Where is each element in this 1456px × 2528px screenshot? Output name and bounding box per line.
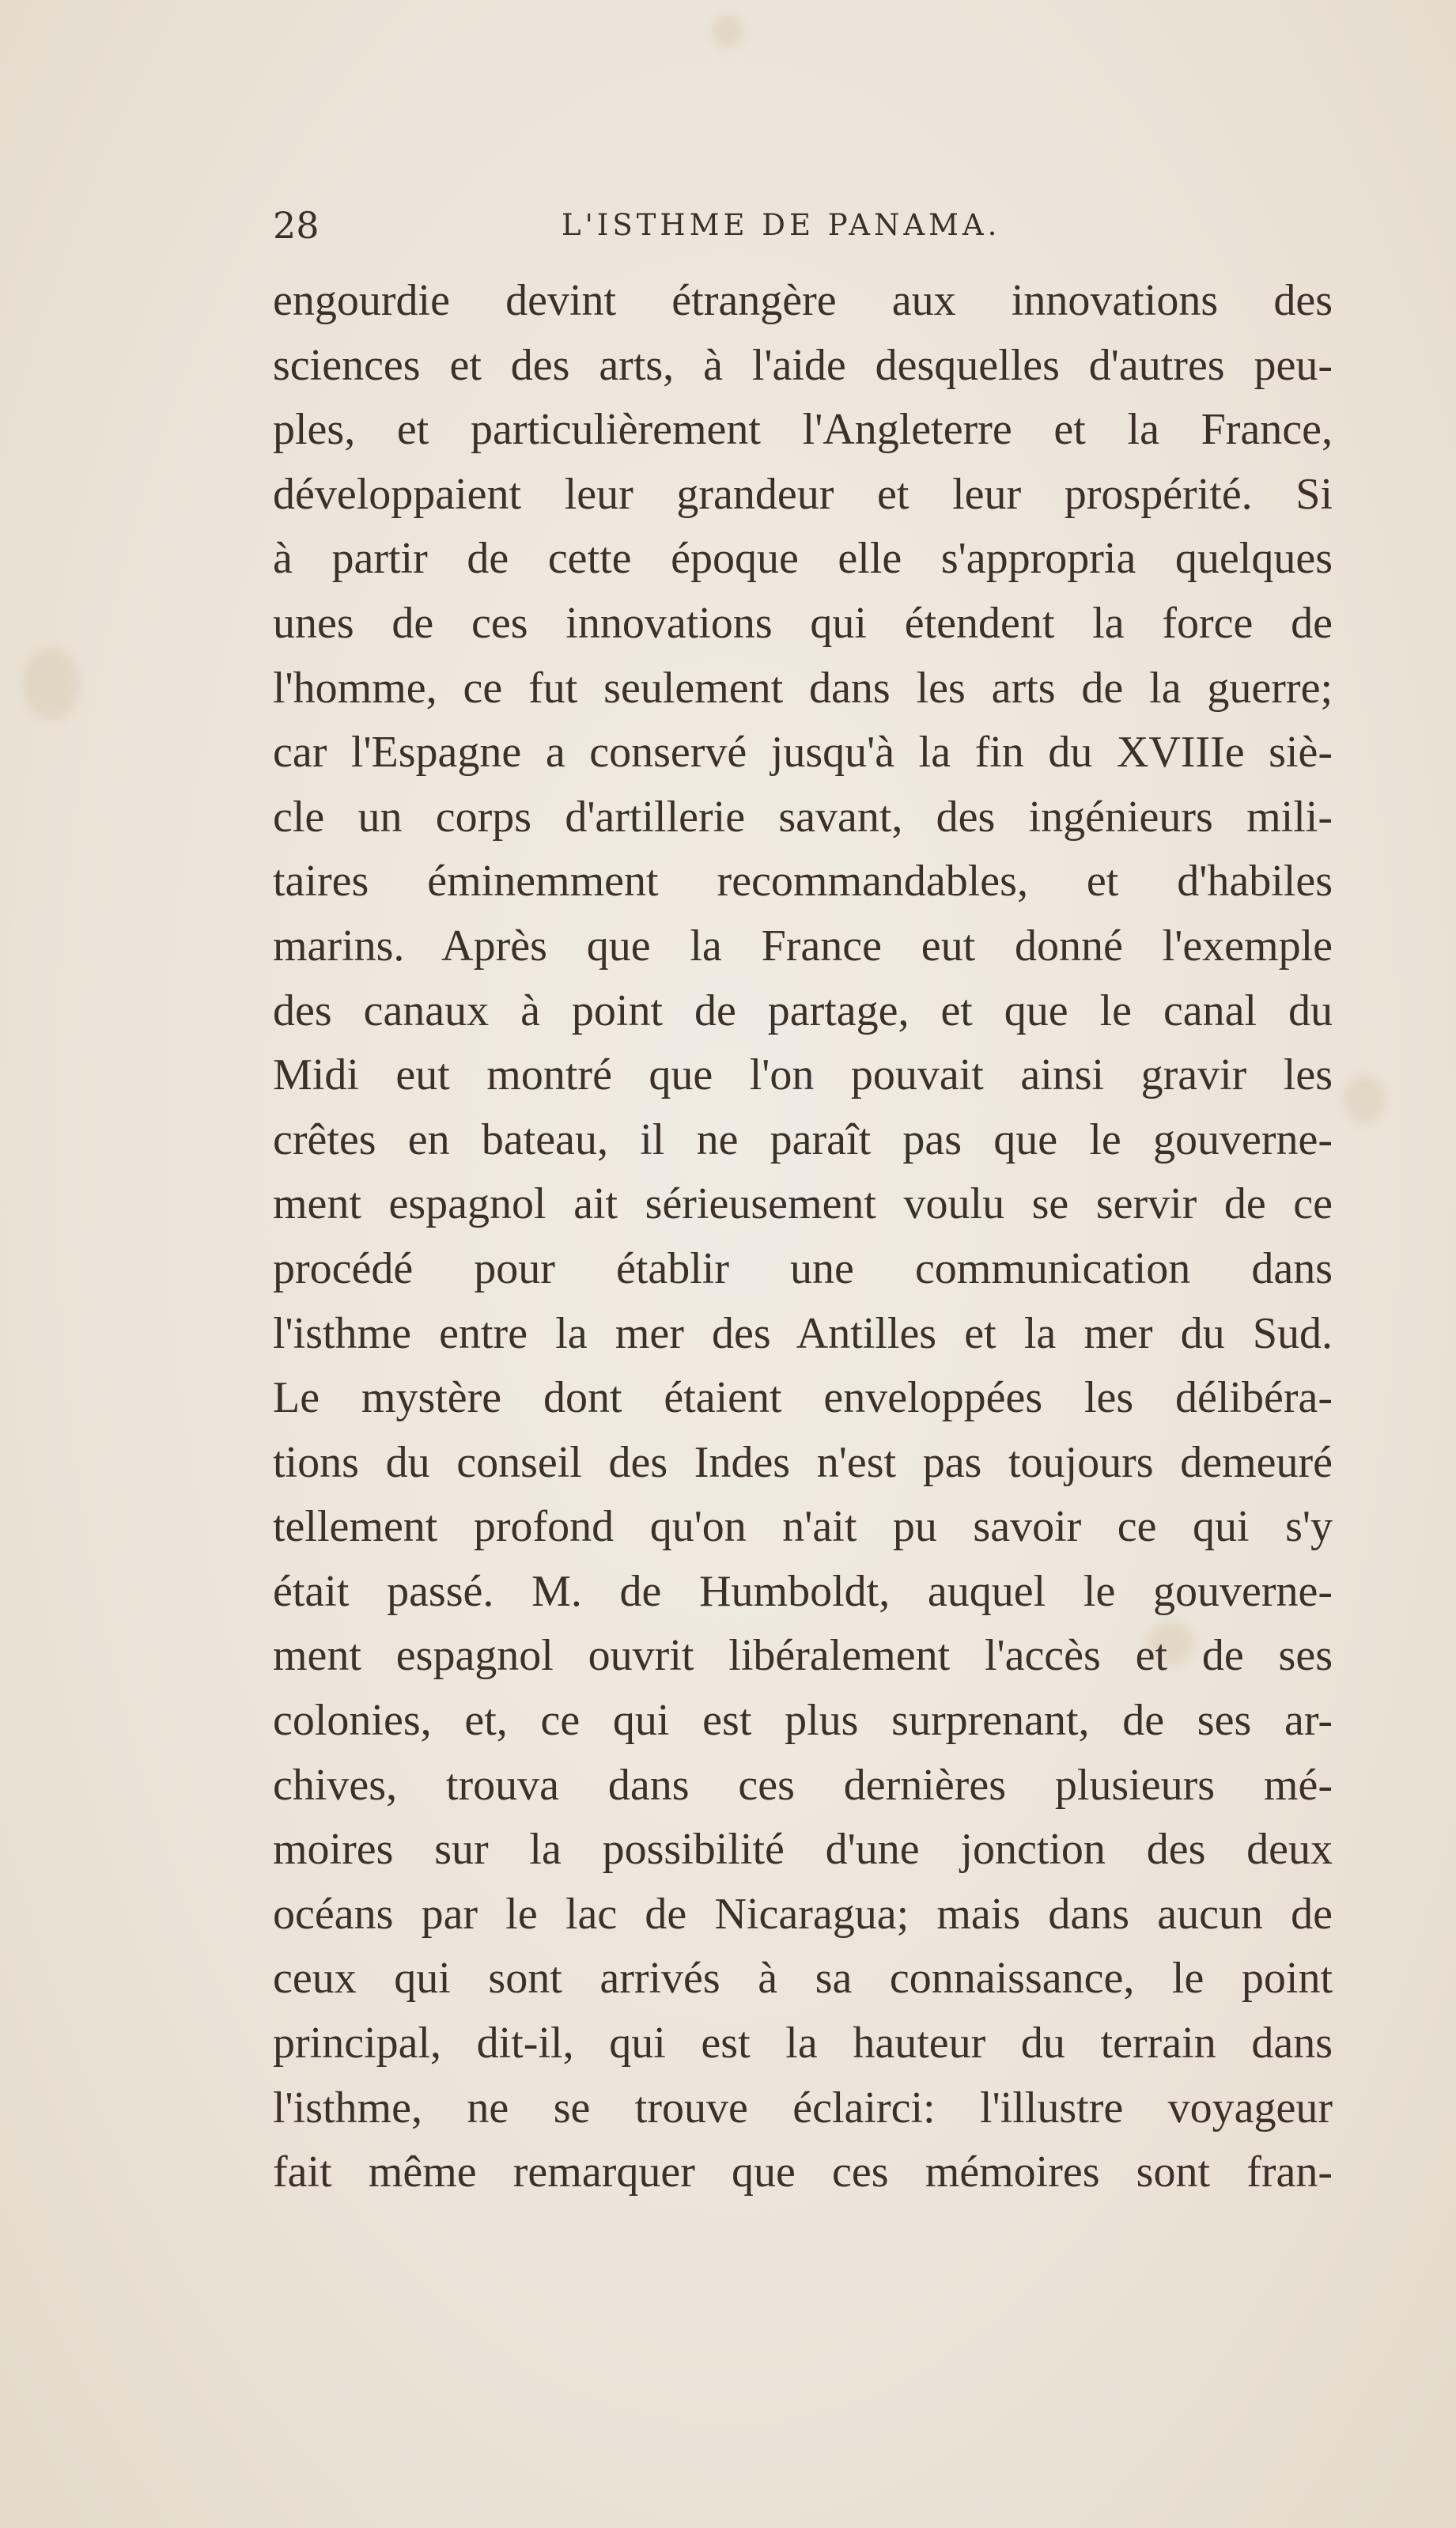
text-line: l'isthme entre la mer des Antilles et la mer du Sud. [273,1308,1333,1358]
text-line: ples, et particulièrement l'Angleterre et la France, [273,405,1333,455]
text-line: océans par le lac de Nicaragua; mais dans aucun de [273,1889,1333,1939]
text-line: moires sur la possibilité d'une jonction des deux [273,1825,1333,1875]
paper-stain [712,16,743,47]
text-line: était passé. M. de Humboldt, auquel le gouverne- [273,1566,1333,1616]
text-line: l'isthme, ne se trouve éclairci: l'illustre voyageur [273,2083,1333,2133]
text-line: des canaux à point de partage, et que le canal du [273,986,1333,1035]
text-line: procédé pour établir une communication dans [273,1243,1333,1293]
text-line: ment espagnol ait sérieusement voulu se servir de ce [273,1179,1333,1229]
text-line: ment espagnol ouvrit libéralement l'accès et de ses [273,1631,1333,1681]
text-line: taires éminemment recommandables, et d'habiles [273,857,1333,906]
text-line: unes de ces innovations qui étendent la force de [273,598,1333,648]
text-line: ceux qui sont arrivés à sa connaissance, le point [273,1954,1333,2004]
paper-stain [24,649,79,720]
text-line: crêtes en bateau, il ne paraît pas que le gouverne- [273,1115,1333,1164]
paper-stain [1344,1076,1384,1123]
text-line: chives, trouva dans ces dernières plusieurs mé- [273,1760,1333,1810]
text-line: principal, dit-il, qui est la hauteur du terrain dans [273,2019,1333,2068]
text-line: engourdie devint étrangère aux innovations des [273,276,1333,325]
text-line: l'homme, ce fut seulement dans les arts de la guerre; [273,663,1333,713]
text-line: Le mystère dont étaient enveloppées les délibéra- [273,1373,1333,1423]
text-line: colonies, et, ce qui est plus surprenant, de ses ar- [273,1696,1333,1746]
text-line: car l'Espagne a conservé jusqu'à la fin du XVIIIe siè- [273,728,1333,778]
body-text [273,269,1333,2205]
page-number: 28 [273,204,320,247]
text-line: tions du conseil des Indes n'est pas toujours demeuré [273,1437,1333,1487]
text-line: fait même remarquer que ces mémoires sont fran- [273,2148,1333,2197]
running-title: L'ISTHME DE PANAMA. [562,208,1001,242]
text-line: cle un corps d'artillerie savant, des ingénieurs mili- [273,792,1333,842]
text-line: marins. Après que la France eut donné l'exemple [273,921,1333,971]
running-head [273,198,1333,253]
text-line: à partir de cette époque elle s'appropria quelques [273,534,1333,584]
text-line: tellement profond qu'on n'ait pu savoir ce qui s'y [273,1502,1333,1552]
text-line: développaient leur grandeur et leur prospérité. Si [273,469,1333,519]
text-line: sciences et des arts, à l'aide desquelles d'autres peu- [273,340,1333,390]
text-line: Midi eut montré que l'on pouvait ainsi gravir les [273,1050,1333,1100]
